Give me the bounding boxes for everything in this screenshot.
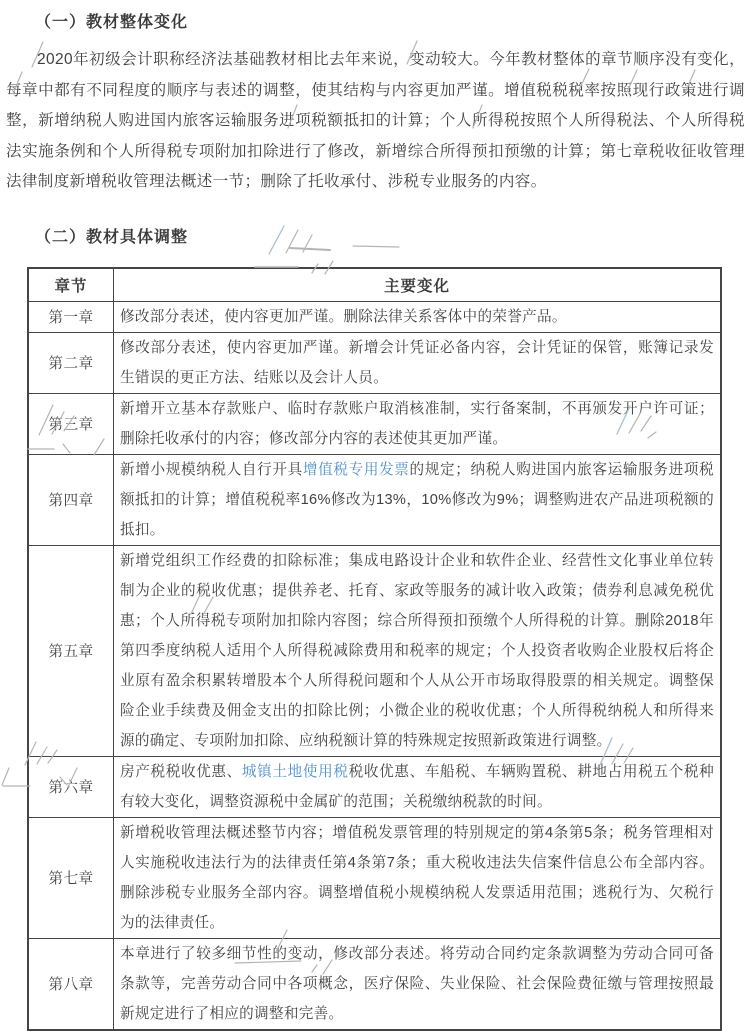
changes-text: 房产税税收优惠、 — [120, 763, 242, 780]
chapter-cell: 第八章 — [28, 938, 114, 1030]
changes-text: 税收优惠、车船税、车辆购置税、耕地占用税五个税种有较大变化，调整资源税中金属矿的范围；关税缴纳税款的时间。 — [120, 763, 715, 810]
changes-cell — [114, 938, 722, 1030]
changes-text: 修改部分表述，使内容更加严谨。新增会计凭证必备内容，会计凭证的保管，账簿记录发生错误的更正方法、结账以及会计人员。 — [120, 339, 714, 386]
changes-cell — [114, 817, 722, 938]
table-row — [28, 393, 721, 454]
table-row — [28, 454, 721, 545]
table-row — [28, 756, 721, 817]
column-header-changes: 主要变化 — [114, 268, 722, 302]
section-heading-1: （一）教材整体变化 — [35, 14, 189, 31]
intro-paragraph: 2020年初级会计职称经济法基础教材相比去年来说，变动较大。今年教材整体的章节顺序没有变化，每章中都有不同程度的顺序与表述的调整，使其结构与内容更加严谨。增值税税税率按照现行政策进行调整，新增纳税人购进国内旅客运输服务进项税额抵扣的计算；个人所得税按照个人所得税法、个人所得税法实施条例和个人所得税专项附加扣除进行了修改，新增综合所得预扣预缴的计算；第七章税收征收管理法律制度新增税收管理法概述一节；删除了托收承付、涉税专业服务的内容。 — [6, 51, 745, 190]
column-header-chapter: 章节 — [28, 268, 114, 302]
term-link[interactable]: 增值税专用发票 — [302, 461, 410, 478]
changes-text: 新增税收管理法概述整节内容；增值税发票管理的特别规定的第4条第5条；税务管理相对人实施税收违法行为的法律责任第4条第7条；重大税收违法失信案件信息公布全部内容。删除涉税专业服务全部内容。调整增值税小规模纳税人发票适用范围；逃税行为、欠税行为的法律责任。 — [120, 824, 714, 931]
chapter-cell: 第一章 — [28, 301, 114, 332]
table-header-row — [28, 268, 721, 302]
changes-text: 修改部分表述，使内容更加严谨。删除法律关系客体中的荣誉产品。 — [120, 308, 567, 325]
changes-cell — [114, 301, 722, 332]
table-row — [28, 938, 721, 1030]
changes-text: 的规定；纳税人购进国内旅客运输服务进项税额抵扣的计算；增值税税率16%修改为13%，10%修改为9%；调整购进农产品进项税额的抵扣。 — [120, 461, 714, 538]
changes-text: 新增小规模纳税人自行开具 — [120, 461, 303, 478]
changes-text: 本章进行了较多细节性的变动，修改部分表述。将劳动合同约定条款调整为劳动合同可备条款等，完善劳动合同中各项概念，医疗保险、失业保险、社会保险费征缴与管理按照最新规定进行了相应的调整和完善。 — [120, 945, 714, 1022]
changes-table — [27, 267, 722, 1031]
changes-text: 新增开立基本存款账户、临时存款账户取消核准制，实行备案制，不再颁发开户许可证；删除托收承付的内容；修改部分内容的表述使其更加严谨。 — [120, 400, 714, 447]
table-row — [28, 332, 721, 393]
chapter-cell: 第二章 — [28, 332, 114, 393]
changes-cell — [114, 393, 722, 454]
changes-cell — [114, 332, 722, 393]
table-row — [28, 545, 721, 756]
table-row — [28, 301, 721, 332]
changes-cell — [114, 756, 722, 817]
chapter-cell: 第四章 — [28, 454, 114, 545]
table-row — [28, 817, 721, 938]
section-heading-2: （二）教材具体调整 — [35, 228, 189, 246]
changes-text: 新增党组织工作经费的扣除标准；集成电路设计企业和软件企业、经营性文化事业单位转制为企业的税收优惠；提供养老、托育、家政等服务的减计收入政策；债券利息减免税优惠；个人所得税专项附加扣除内容图；综合所得预扣预缴个人所得税的计算。删除2018年第四季度纳税人适用个人所得税减除费用和税率的规定；个人投资者收购企业股权后将企业原有盈余积累转增股本个人所得税问题和个人从公开市场取得股票的相关规定。调整保险企业手续费及佣金支出的扣除比例；小微企业的税收优惠；个人所得税纳税人和所得来源的确定、专项附加扣除、应纳税额计算的特殊规定按照新政策进行调整。 — [120, 552, 714, 749]
chapter-cell: 第六章 — [28, 756, 114, 817]
changes-table-body — [28, 301, 721, 1030]
changes-cell — [114, 454, 722, 545]
chapter-cell: 第五章 — [28, 545, 114, 756]
changes-cell — [114, 545, 722, 756]
term-link[interactable]: 城镇土地使用税 — [241, 763, 349, 780]
chapter-cell: 第三章 — [28, 393, 114, 454]
chapter-cell: 第七章 — [28, 817, 114, 938]
